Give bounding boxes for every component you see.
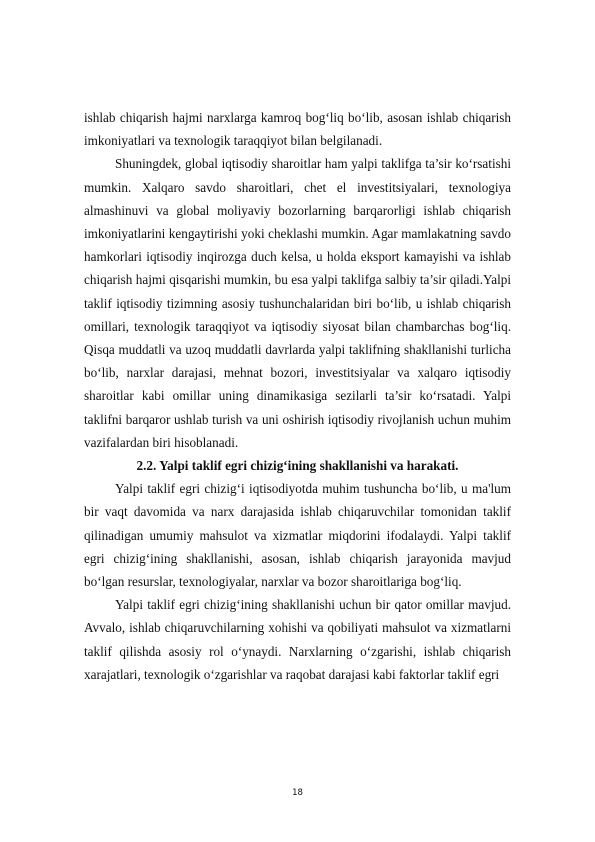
paragraph-global-conditions: Shuningdek, global iqtisodiy sharoitlar ham yalpi taklifga ta’sir ko‘rsatishi mumkin. Xalqaro savdo sharoitlari, chet el investitsiyalari, texnologiya almashinuvi va global moliyaviy bozorlarning barqarorligi ishlab chiqarish imkoniyatlarini kengaytirishi yoki cheklashi mumkin. Agar mamlakatning savdo hamkorlari iqtisodiy inqirozga duch kelsa, u holda eksport kamayishi va ishlab chiqarish hajmi qisqarishi mumkin, bu esa yalpi taklifga salbiy ta’sir qiladi.Yalpi taklif iqtisodiy tizimning asosiy tushunchalaridan biri bo‘lib, u ishlab chiqarish omillari, texnologik taraqqiyot va iqtisodiy siyosat bilan chambarchas bog‘liq. Qisqa muddatli va uzoq muddatli davrlarda yalpi taklifning shakllanishi turlicha bo‘lib, narxlar darajasi, mehnat bozori, investitsiyalar va xalqaro iqtisodiy sharoitlar kabi omillar uning dinamikasiga sezilarli ta’sir ko‘rsatadi. Yalpi taklifni barqaror ushlab turish va uni oshirish iqtisodiy rivojlanish uchun muhim vazifalardan biri hisoblanadi. [84,156,511,450]
section-heading: 2.2. Yalpi taklif egri chizig‘ining shakllanishi va harakati. [136,458,459,474]
page-body [84,106,511,686]
paragraph-supply-curve-factors: Yalpi taklif egri chizig‘ining shakllanishi uchun bir qator omillar mavjud. Avvalo, ishlab chiqaruvchilarning xohishi va qobiliyati mahsulot va xizmatlarni taklif qilishda asosiy rol o‘ynaydi. Narxlarning o‘zgarishi, ishlab chiqarish xarajatlari, texnologik o‘zgarishlar va raqobat darajasi kabi faktorlar taklif egri [84,597,511,682]
paragraph-supply-curve-definition: Yalpi taklif egri chizig‘i iqtisodiyotda muhim tushuncha bo‘lib, u ma'lum bir vaqt davomida va narx darajasida ishlab chiqaruvchilar tomonidan taklif qilinadigan umumiy mahsulot va xizmatlar miqdorini ifodalaydi. Yalpi taklif egri chizig‘ining shakllanishi, asosan, ishlab chiqarish jarayonida mavjud bo‘lgan resurslar, texnologiyalar, narxlar va bozor sharoitlariga bog‘liq. [84,481,511,590]
paragraph-continued: ishlab chiqarish hajmi narxlarga kamroq bog‘liq bo‘lib, asosan ishlab chiqarish imkoniyatlari va texnologik taraqqiyot bilan belgilanadi. [84,110,511,149]
page-number: 18 [292,788,303,798]
